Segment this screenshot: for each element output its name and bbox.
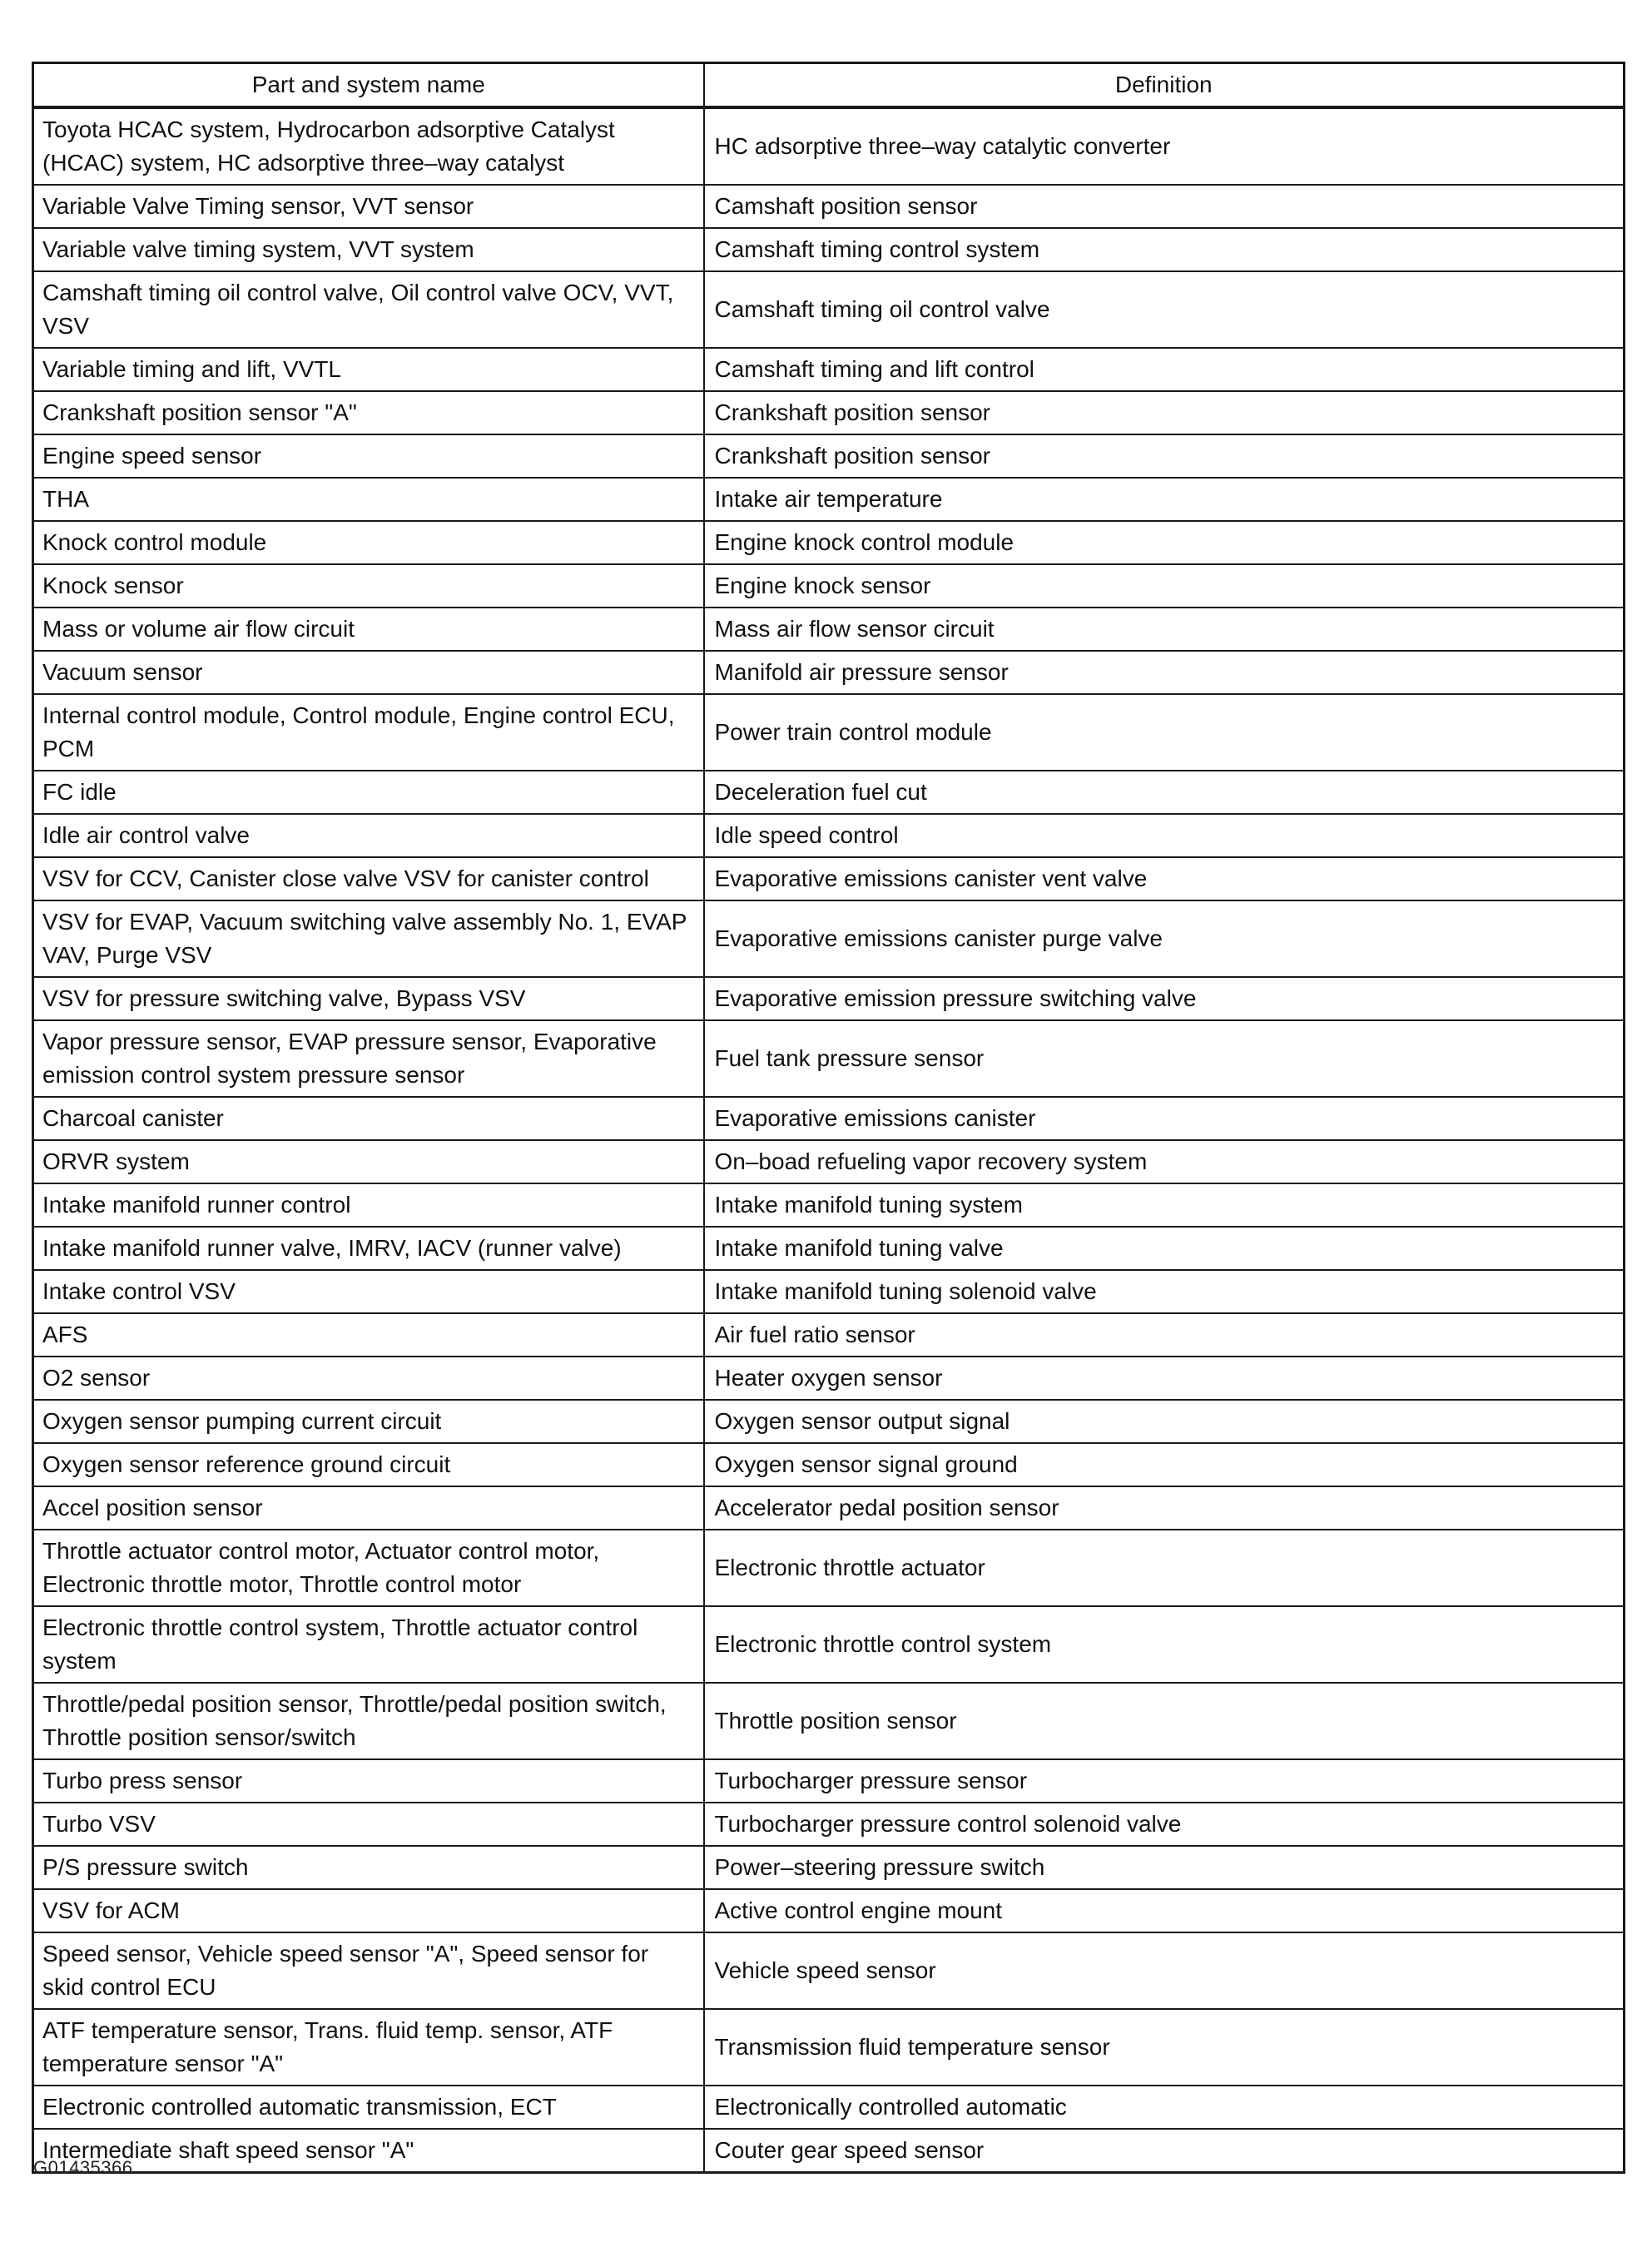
part-name-cell: Mass or volume air flow circuit — [33, 608, 704, 651]
part-name-cell: ORVR system — [33, 1140, 704, 1183]
part-name-cell: Throttle/pedal position sensor, Throttle/pedal position switch, Throttle position sensor/switch — [33, 1683, 704, 1759]
part-name-cell: Camshaft timing oil control valve, Oil control valve OCV, VVT, VSV — [33, 271, 704, 348]
part-name-cell: Vacuum sensor — [33, 651, 704, 694]
definition-cell: Engine knock control module — [704, 521, 1625, 564]
definition-cell: Deceleration fuel cut — [704, 771, 1625, 814]
part-name-cell: VSV for ACM — [33, 1889, 704, 1932]
table-row — [33, 1313, 1625, 1357]
column-header-part-name: Part and system name — [33, 63, 704, 108]
definition-cell: Manifold air pressure sensor — [704, 651, 1625, 694]
definition-cell: On–boad refueling vapor recovery system — [704, 1140, 1625, 1183]
table-row — [33, 1020, 1625, 1097]
column-header-definition: Definition — [704, 63, 1625, 108]
table-row — [33, 771, 1625, 814]
table-row — [33, 1140, 1625, 1183]
table-row — [33, 1846, 1625, 1889]
table-row — [33, 857, 1625, 900]
table-row — [33, 564, 1625, 608]
table-row — [33, 814, 1625, 857]
table-row — [33, 2009, 1625, 2086]
terminology-table — [32, 62, 1625, 2174]
table-row — [33, 977, 1625, 1020]
definition-cell: Mass air flow sensor circuit — [704, 608, 1625, 651]
table-row — [33, 1803, 1625, 1846]
table-row — [33, 1486, 1625, 1530]
definition-cell: Intake manifold tuning solenoid valve — [704, 1270, 1625, 1313]
definition-cell: Transmission fluid temperature sensor — [704, 2009, 1625, 2086]
part-name-cell: Internal control module, Control module, Engine control ECU, PCM — [33, 694, 704, 771]
definition-cell: Electronically controlled automatic — [704, 2086, 1625, 2129]
table-row — [33, 521, 1625, 564]
part-name-cell: Knock control module — [33, 521, 704, 564]
part-name-cell: Intermediate shaft speed sensor "A" — [33, 2129, 704, 2173]
table-row — [33, 694, 1625, 771]
part-name-cell: Intake manifold runner valve, IMRV, IACV (runner valve) — [33, 1227, 704, 1270]
definition-cell: Power–steering pressure switch — [704, 1846, 1625, 1889]
part-name-cell: Intake control VSV — [33, 1270, 704, 1313]
part-name-cell: ATF temperature sensor, Trans. fluid temp. sensor, ATF temperature sensor "A" — [33, 2009, 704, 2086]
definition-cell: Oxygen sensor output signal — [704, 1400, 1625, 1443]
table-row — [33, 348, 1625, 391]
table-row — [33, 107, 1625, 185]
definition-cell: Engine knock sensor — [704, 564, 1625, 608]
definition-cell: Air fuel ratio sensor — [704, 1313, 1625, 1357]
definition-cell: Camshaft position sensor — [704, 185, 1625, 228]
definition-cell: Oxygen sensor signal ground — [704, 1443, 1625, 1486]
table-row — [33, 651, 1625, 694]
part-name-cell: Intake manifold runner control — [33, 1183, 704, 1227]
definition-cell: Camshaft timing oil control valve — [704, 271, 1625, 348]
definition-cell: Active control engine mount — [704, 1889, 1625, 1932]
table-row — [33, 1530, 1625, 1606]
part-name-cell: Turbo press sensor — [33, 1759, 704, 1803]
table-row — [33, 1606, 1625, 1683]
table-body — [33, 107, 1625, 2173]
definition-cell: Evaporative emissions canister vent valve — [704, 857, 1625, 900]
table-row — [33, 2129, 1625, 2173]
part-name-cell: Variable Valve Timing sensor, VVT sensor — [33, 185, 704, 228]
part-name-cell: Oxygen sensor pumping current circuit — [33, 1400, 704, 1443]
table-row — [33, 228, 1625, 271]
part-name-cell: Toyota HCAC system, Hydrocarbon adsorptive Catalyst (HCAC) system, HC adsorptive three–way catalyst — [33, 107, 704, 185]
part-name-cell: Throttle actuator control motor, Actuator control motor, Electronic throttle motor, Throttle control motor — [33, 1530, 704, 1606]
part-name-cell: Variable timing and lift, VVTL — [33, 348, 704, 391]
table-header-row — [33, 63, 1625, 108]
table-row — [33, 1443, 1625, 1486]
table-row — [33, 1097, 1625, 1140]
part-name-cell: Electronic controlled automatic transmission, ECT — [33, 2086, 704, 2129]
table-row — [33, 185, 1625, 228]
part-name-cell: Speed sensor, Vehicle speed sensor "A", Speed sensor for skid control ECU — [33, 1932, 704, 2009]
table-row — [33, 1932, 1625, 2009]
table-row — [33, 1889, 1625, 1932]
table-row — [33, 434, 1625, 478]
definition-cell: Heater oxygen sensor — [704, 1357, 1625, 1400]
part-name-cell: THA — [33, 478, 704, 521]
part-name-cell: FC idle — [33, 771, 704, 814]
definition-cell: Evaporative emissions canister — [704, 1097, 1625, 1140]
definition-cell: Throttle position sensor — [704, 1683, 1625, 1759]
definition-cell: Crankshaft position sensor — [704, 391, 1625, 434]
figure-id: G01435366 — [33, 2157, 133, 2178]
table-row — [33, 1270, 1625, 1313]
definition-cell: Intake manifold tuning valve — [704, 1227, 1625, 1270]
definition-cell: Accelerator pedal position sensor — [704, 1486, 1625, 1530]
part-name-cell: Charcoal canister — [33, 1097, 704, 1140]
table-row — [33, 391, 1625, 434]
part-name-cell: Idle air control valve — [33, 814, 704, 857]
part-name-cell: Oxygen sensor reference ground circuit — [33, 1443, 704, 1486]
part-name-cell: Knock sensor — [33, 564, 704, 608]
definition-cell: Intake manifold tuning system — [704, 1183, 1625, 1227]
part-name-cell: P/S pressure switch — [33, 1846, 704, 1889]
definition-cell: Crankshaft position sensor — [704, 434, 1625, 478]
part-name-cell: AFS — [33, 1313, 704, 1357]
table-row — [33, 271, 1625, 348]
table-row — [33, 1759, 1625, 1803]
definition-cell: Camshaft timing control system — [704, 228, 1625, 271]
definition-cell: Evaporative emissions canister purge valve — [704, 900, 1625, 977]
table-row — [33, 1683, 1625, 1759]
definition-cell: Electronic throttle actuator — [704, 1530, 1625, 1606]
part-name-cell: Turbo VSV — [33, 1803, 704, 1846]
definition-cell: Turbocharger pressure control solenoid valve — [704, 1803, 1625, 1846]
definition-cell: Couter gear speed sensor — [704, 2129, 1625, 2173]
part-name-cell: Engine speed sensor — [33, 434, 704, 478]
definition-cell: Vehicle speed sensor — [704, 1932, 1625, 2009]
definition-cell: Turbocharger pressure sensor — [704, 1759, 1625, 1803]
table-row — [33, 900, 1625, 977]
definition-cell: Electronic throttle control system — [704, 1606, 1625, 1683]
definition-cell: Evaporative emission pressure switching valve — [704, 977, 1625, 1020]
part-name-cell: Crankshaft position sensor "A" — [33, 391, 704, 434]
table-row — [33, 608, 1625, 651]
table-row — [33, 1227, 1625, 1270]
definition-cell: Power train control module — [704, 694, 1625, 771]
definition-cell: HC adsorptive three–way catalytic converter — [704, 107, 1625, 185]
part-name-cell: Variable valve timing system, VVT system — [33, 228, 704, 271]
table-row — [33, 478, 1625, 521]
definition-cell: Intake air temperature — [704, 478, 1625, 521]
definition-cell: Idle speed control — [704, 814, 1625, 857]
part-name-cell: VSV for EVAP, Vacuum switching valve assembly No. 1, EVAP VAV, Purge VSV — [33, 900, 704, 977]
part-name-cell: Vapor pressure sensor, EVAP pressure sensor, Evaporative emission control system pressure sensor — [33, 1020, 704, 1097]
definition-cell: Fuel tank pressure sensor — [704, 1020, 1625, 1097]
table-row — [33, 1357, 1625, 1400]
part-name-cell: O2 sensor — [33, 1357, 704, 1400]
table-row — [33, 1183, 1625, 1227]
part-name-cell: VSV for pressure switching valve, Bypass VSV — [33, 977, 704, 1020]
part-name-cell: Electronic throttle control system, Throttle actuator control system — [33, 1606, 704, 1683]
table-row — [33, 1400, 1625, 1443]
table-row — [33, 2086, 1625, 2129]
definition-cell: Camshaft timing and lift control — [704, 348, 1625, 391]
part-name-cell: VSV for CCV, Canister close valve VSV for canister control — [33, 857, 704, 900]
part-name-cell: Accel position sensor — [33, 1486, 704, 1530]
